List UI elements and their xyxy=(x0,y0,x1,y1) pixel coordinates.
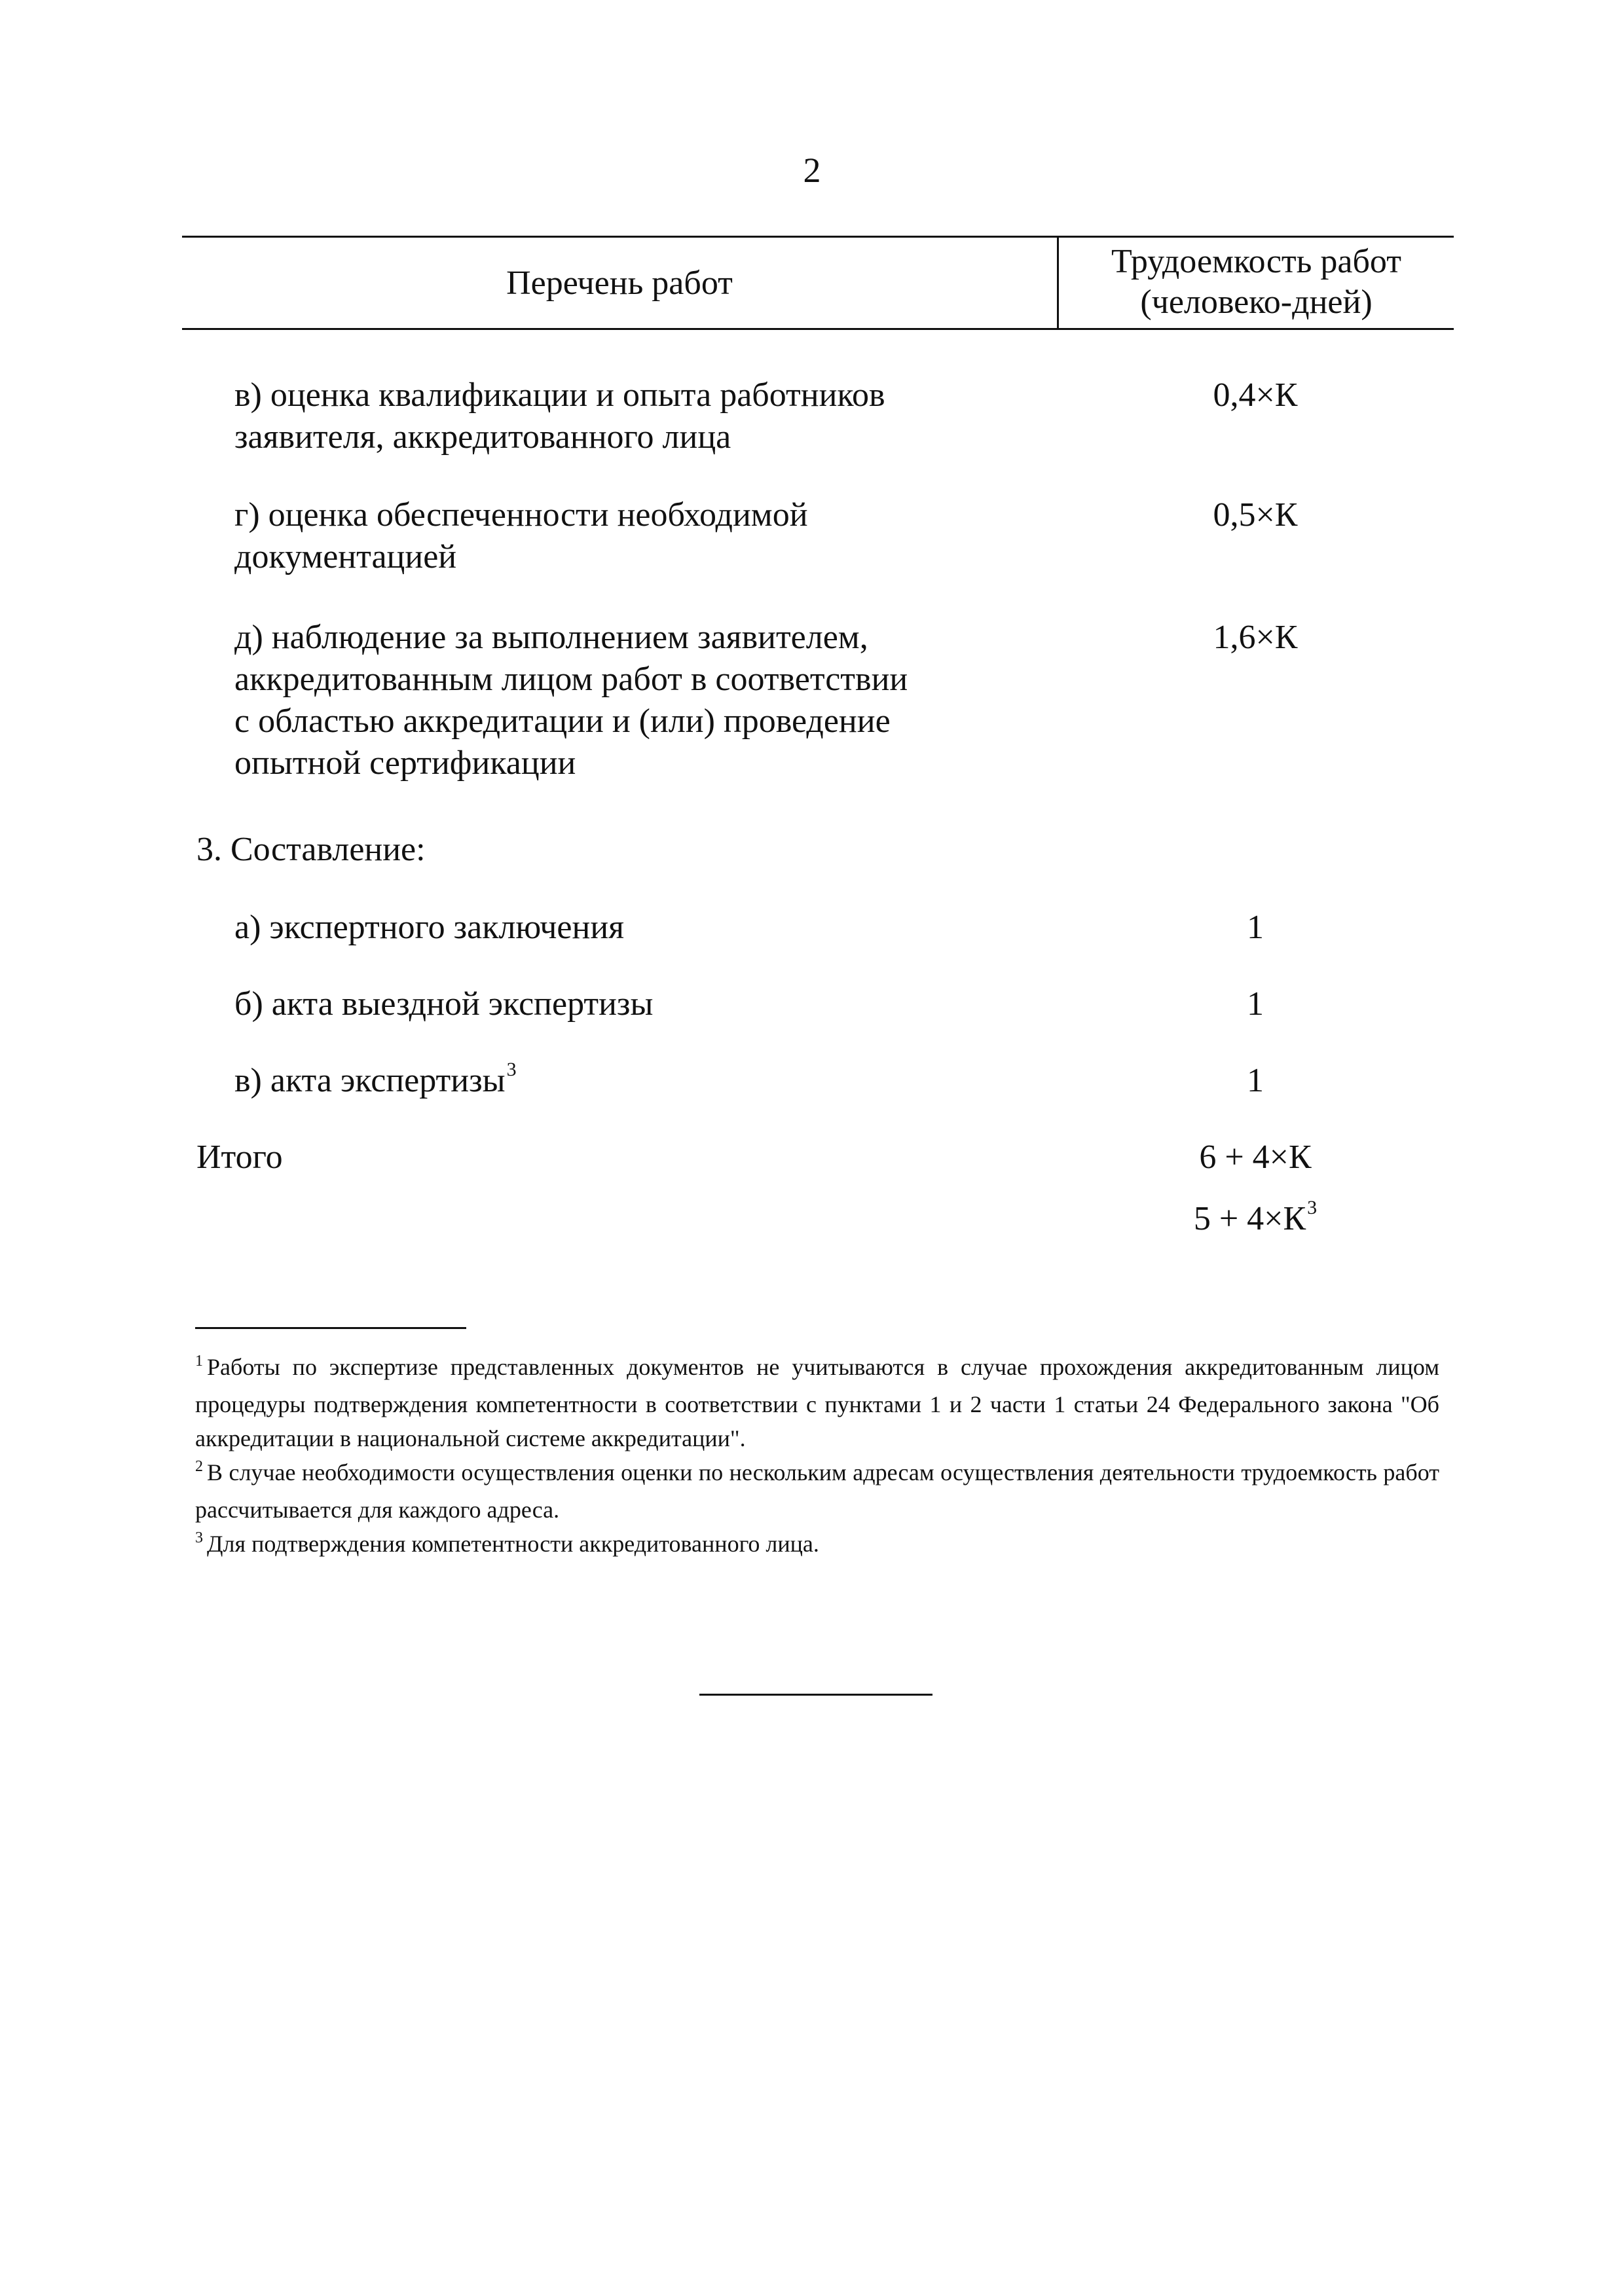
total-value-2 xyxy=(1057,1198,1454,1245)
header-work-list: Перечень работ xyxy=(506,264,733,302)
footnotes xyxy=(195,1350,1439,1564)
work-item: г) оценка обеспеченности необходимой документацией xyxy=(234,496,808,575)
work-item: д) наблюдение за выполнением заявителем, аккредитованным лицом работ в соответствии с областью аккредитации и (или) проведение опытной сертификации xyxy=(234,619,908,782)
footnote-text: В случае необходимости осуществления оценки по нескольким адресам осуществления деятельности трудоемкость работ рассчитывается для каждого адреса. xyxy=(195,1459,1439,1523)
total-value-1: 6 + 4×К xyxy=(1199,1139,1312,1176)
labor-value: 1,6×К xyxy=(1213,619,1298,656)
footnote-ref: 3 xyxy=(1307,1197,1318,1218)
table-header xyxy=(182,236,1454,330)
work-item xyxy=(234,1060,1086,1106)
work-item: б) акта выездной экспертизы xyxy=(234,985,654,1023)
header-labor-line2: (человеко-дней) xyxy=(1140,283,1373,321)
page-number: 2 xyxy=(803,151,821,190)
work-item: в) оценка квалификации и опыта работников заявителя, аккредитованного лица xyxy=(234,376,885,456)
footnote-text: Работы по экспертизе представленных документов не учитываются в случае прохождения аккредитованным лицом процедуры подтверждения компетентности в соответствии с пунктами 1 и 2 части 1 статьи 24 Федерального закона "Об аккредитации в национальной системе аккредитации". xyxy=(195,1354,1439,1451)
footnote-mark: 2 xyxy=(195,1458,203,1475)
footnote-mark: 3 xyxy=(195,1529,203,1546)
footnote-text: Для подтверждения компетентности аккредитованного лица. xyxy=(207,1531,819,1557)
labor-value: 1 xyxy=(1247,909,1264,946)
header-labor-line1: Трудоемкость работ xyxy=(1111,243,1401,280)
end-of-document-rule xyxy=(699,1694,932,1696)
work-item-text: в) акта экспертизы xyxy=(234,1062,506,1099)
footnote xyxy=(195,1455,1439,1527)
labor-value: 1 xyxy=(1247,1062,1264,1099)
total-value-2-text: 5 + 4×К xyxy=(1193,1200,1306,1237)
labor-value: 0,4×К xyxy=(1213,376,1298,414)
footnote xyxy=(195,1350,1439,1455)
footnote xyxy=(195,1527,1439,1564)
labor-value: 1 xyxy=(1247,985,1264,1023)
footnote-separator xyxy=(195,1327,466,1329)
labor-value: 0,5×К xyxy=(1213,496,1298,534)
header-labor xyxy=(1059,242,1454,323)
work-item: а) экспертного заключения xyxy=(234,909,625,946)
footnote-ref: 3 xyxy=(506,1059,517,1080)
section-heading: 3. Составление: xyxy=(196,831,426,868)
footnote-mark: 1 xyxy=(195,1353,203,1370)
total-label: Итого xyxy=(196,1139,283,1176)
